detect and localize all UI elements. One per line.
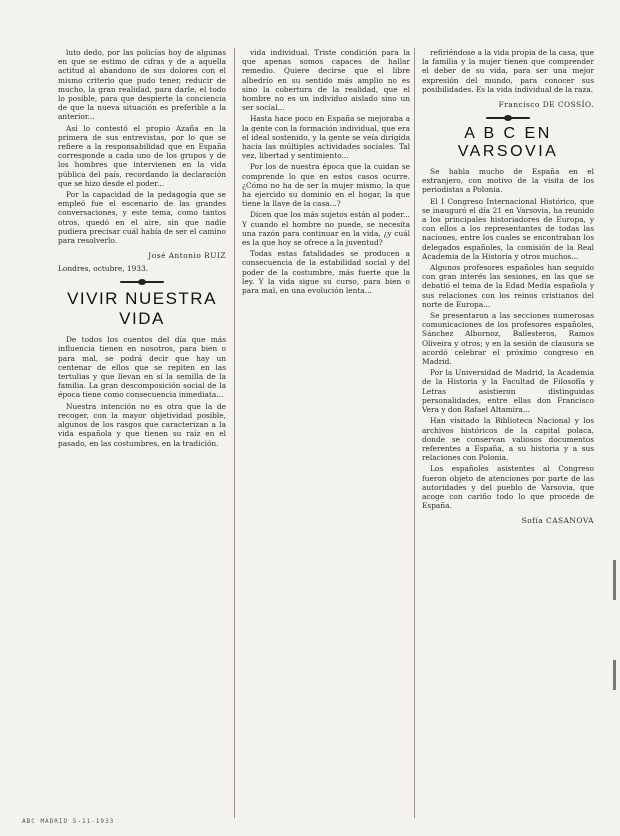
article-paragraph: Algunos profesores españoles han seguido con gran interés las sesiones, en las que se debatió el tema de la Edad Media española y sus relaciones con los reinos cristianos del norte de Europa... bbox=[422, 263, 594, 309]
scan-edge-mark bbox=[613, 560, 616, 600]
ornament-divider bbox=[486, 115, 530, 121]
article-paragraph: Los españoles asistentes al Congreso fueron objeto de atenciones por parte de las autoridades y del pueblo de Varsovia, que acoge con cariño todo lo que procede de España. bbox=[422, 464, 594, 511]
author-signature: Francisco DE COSSÍO. bbox=[498, 100, 594, 110]
dateline: Londres, octubre, 1933. bbox=[58, 264, 149, 274]
article-paragraph: El I Congreso Internacional Histórico, que se inauguró el día 21 en Varsovia, ha reunido a los principales historiadores de Europa, y con ellos a los representantes de todas las naciones, entre los cuales se encontraban los delegados españoles, la comisión de la Real Academia de la Historia y otros muchos... bbox=[422, 196, 594, 261]
article-paragraph: Todas estas fatalidades se producen a consecuencia de la estabilidad social y del poder de la costumbre, más fuerte que la ley. Y la vida sigue su curso, para bien o para mal, en una evolución lenta... bbox=[242, 249, 410, 296]
author-signature: José Antonio RUIZ bbox=[148, 251, 226, 261]
article-paragraph: Dicen que los más sujetos están al poder... Y cuando el hombre no puede, se necesita una razón para continuar en la vida, ¿y cuál es la que hoy se ofrece a la juventud? bbox=[242, 210, 410, 248]
article-paragraph: Se habla mucho de España en el extranjero, con motivo de la visita de los periodistas a Polonia. bbox=[422, 167, 594, 195]
article-paragraph: refiriéndose a la vida propia de la casa, que la familia y la mujer tienen que comprender el deber de su vida, para ser una mejor expresión del mundo, para conocer sus posibilidades. Es la vida individual de la raza. bbox=[422, 48, 594, 94]
column-middle bbox=[242, 48, 410, 818]
column-rule bbox=[234, 48, 235, 818]
article-paragraph: luto dedo, por las policías hoy de algunas en que se estimo de cifras y de a aquella actitud al abandono de sus dolores con el mismo criterio que pudo tener, reducir de mucho, la gran realidad, para darle, el todo lo posible, para que despierte la conciencia de que la nueva situación es preferible a la anterior... bbox=[58, 48, 226, 122]
article-paragraph: De todos los cuentos del día que más influencia tienen en nosotros, para bien o para mal, se podrá decir que hay un centenar de ellos que se repiten en las tertulias y que llevan en sí la semilla de la familia. La gran descomposición social de la época tiene como consecuencia inmediata... bbox=[58, 335, 226, 400]
article-paragraph: Por la capacidad de la pedagogía que se empleó fue el escenario de las grandes conversaciones, y este tema, como tantos otros, quedó en el aire, sin que nadie pudiera precisar cuál había de ser el camino para resolverlo. bbox=[58, 190, 226, 246]
article-paragraph: Así lo contestó el propio Azaña en la primera de sus entrevistas, por lo que se refiere a la responsabilidad que en España corresponde a cada uno de los grupos y de los hombres que intervienen en la vida pública del país, recordando la declaración que se hizo desde el poder... bbox=[58, 123, 226, 188]
article-paragraph: Se presentaron a las secciones numerosas comunicaciones de los profesores españoles, Sánchez Albornoz, Ballesteros, Ramos Oliveira y otros; y en la sesión de clausura se acordó celebrar el próximo congreso en Madrid. bbox=[422, 311, 594, 367]
article-paragraph: Por los de nuestra época que la cuidan se comprende lo que en estos casos ocurre. ¿Cómo no ha de ser la mujer mismo, la que ha ejercido su dominio en el hogar, la que tiene la llave de la casa...? bbox=[242, 162, 410, 209]
article-paragraph: Han visitado la Biblioteca Nacional y los archivos históricos de la capital polaca, donde se conservan valiosos documentos referentes a España, a su historia y a sus relaciones con Polonia. bbox=[422, 416, 594, 463]
column-rule bbox=[414, 48, 415, 818]
column-right bbox=[422, 48, 594, 818]
article-paragraph: Nuestra intención no es otra que la de recoger, con la mayor objetividad posible, algunos de los rasgos que caracterizan a la vida española y que tienen su raíz en el pasado, en las costumbres, en la tradición. bbox=[58, 401, 226, 448]
column-left bbox=[58, 48, 226, 818]
author-signature: Sofía CASANOVA bbox=[521, 516, 594, 526]
article-title-vivir: VIVIR NUESTRA VIDA bbox=[67, 289, 217, 329]
page-folio: ABC MADRID 5-11-1933 bbox=[22, 818, 115, 825]
scan-edge-mark bbox=[613, 660, 616, 690]
ornament-divider bbox=[120, 279, 164, 285]
article-paragraph: vida individual. Triste condición para la que apenas somos capaces de hallar remedio. Quiere decirse que el libre albedrío en su sentido más amplio no es sino la cobertura de la realidad, que el hombre no es un individuo aislado sino un ser social... bbox=[242, 48, 410, 113]
newspaper-page bbox=[58, 48, 598, 818]
article-paragraph: Hasta hace poco en España se mejoraba a la gente con la formación individual, que era el ideal sostenido, y la gente se veía dirigida hacia las múltiples actividades sociales. Tal vez, libertad y sentimiento... bbox=[242, 114, 410, 161]
article-paragraph: Por la Universidad de Madrid, la Academia de la Historia y la Facultad de Filosofía y Letras asistieron distinguidas personalidades, entre ellas don Francisco Vera y don Rafael Altamira... bbox=[422, 368, 594, 415]
article-title-abc-varsovia: A B C EN VARSOVIA bbox=[457, 125, 559, 161]
